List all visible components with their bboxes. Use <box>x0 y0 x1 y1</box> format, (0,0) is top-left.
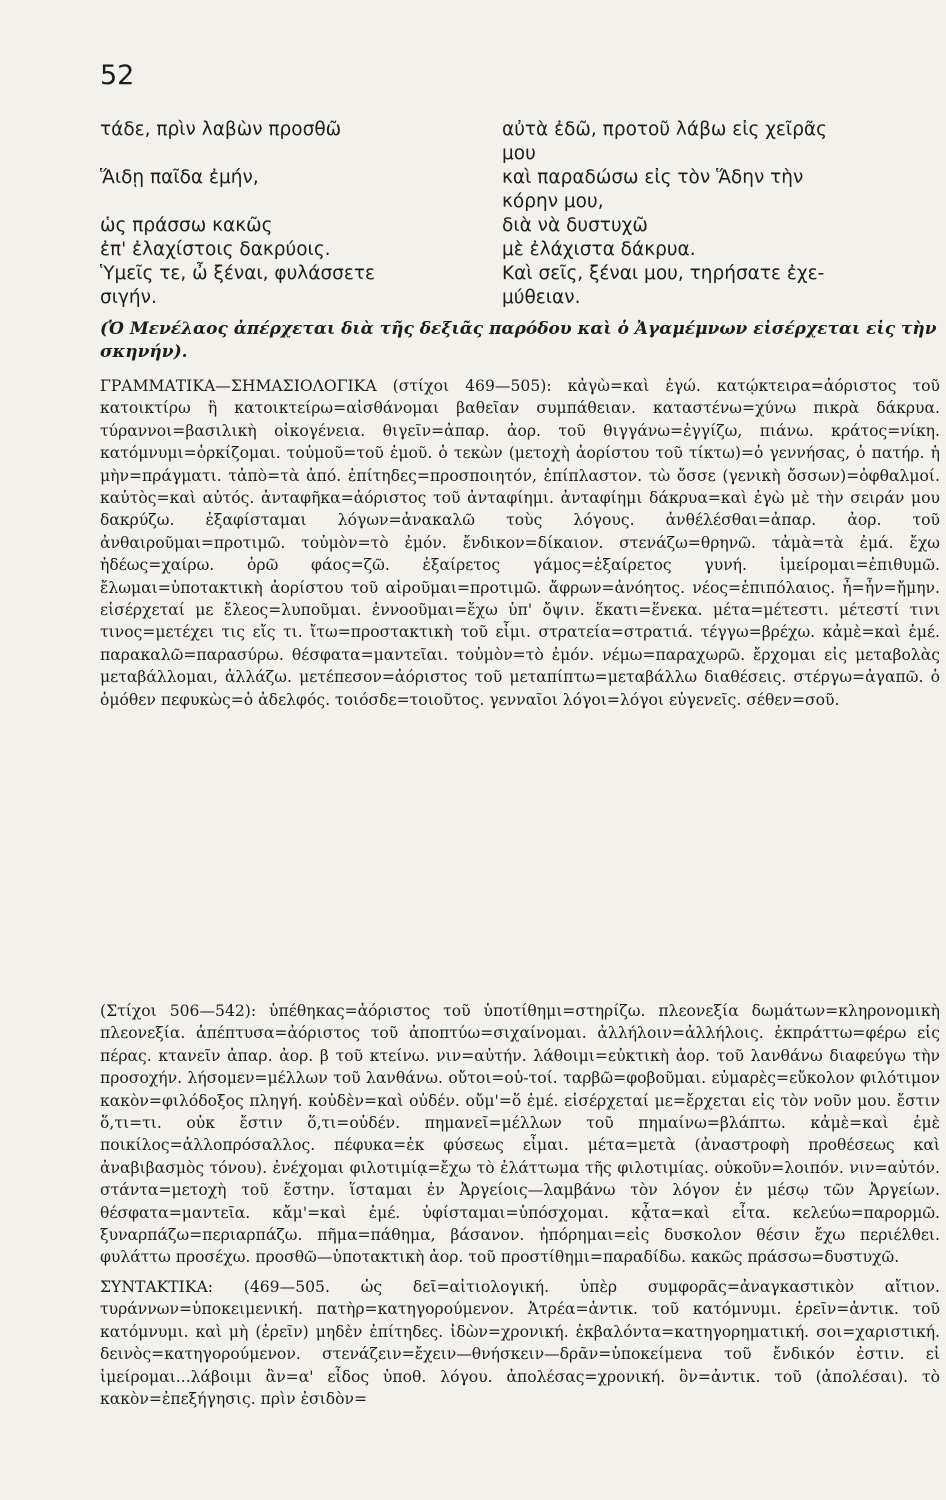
greek-verse-line <box>100 190 502 214</box>
page-number: 52 <box>100 60 135 91</box>
modern-translation-line: καὶ παραδώσω εἰς τὸν Ἅδην τὴν <box>502 167 804 188</box>
verse-row <box>100 166 935 190</box>
verse-row <box>100 238 935 262</box>
greek-verse-line <box>100 142 502 166</box>
verse-row <box>100 190 935 214</box>
modern-translation-line: διὰ νὰ δυστυχῶ <box>502 215 648 236</box>
stage-direction: (Ὁ Μενέλαος ἀπέρχεται διὰ τῆς δεξιᾶς παρόδου καὶ ὁ Ἀγαμέμνων εἰσέρχεται εἰς τὴν σκηνήν). <box>100 319 937 362</box>
syntax-section <box>100 1276 940 1410</box>
verse-row <box>100 118 935 142</box>
greek-verse-line: Ὑμεῖς τε, ὦ ξέναι, φυλάσσετε <box>100 263 376 284</box>
greek-verse-line: τάδε, πρὶν λαβὼν προσθῶ <box>100 119 342 140</box>
greek-verse-line: Ἅιδῃ παῖδα ἐμήν, <box>100 167 259 188</box>
verses-paragraph: (Στίχοι 506—542): ὑπέθηκας=ἀόριστος τοῦ ὑποτίθημι=στηρίζω. πλεονεξία δωμάτων=κληρονομικὴ πλεονεξία. ἀπέπτυσα=ἀόριστος τοῦ ἀποπτύω=σιχαίνομαι. ἀλλήλοιν=ἀλλήλοις. ἐκπράττω=φέρω εἰς πέρας. κτανεῖν ἀπαρ. ἀορ. β τοῦ κτείνω. νιν=αὐτήν. λάθοιμι=εὐκτικὴ ἀορ. τοῦ λανθάνω διαφεύγω τὴν προσοχήν. λήσομεν=μέλλων τοῦ λανθάνω. οὔτοι=οὐ-τοί. ταρβῶ=φοβοῦμαι. εὐμαρὲς=εὔκολον φιλότιμον κακὸν=φιλόδοξος πληγή. κοὐδὲν=καὶ οὐδέν. οὔμ'=ὅ ἐμέ. εἰσέρχεταί με=ἔρχεται εἰς τὸν νοῦν μου. ἔστιν ὅ,τι=τι. οὐκ ἔστιν ὅ,τι=οὐδέν. πημανεῖ=μέλλων τοῦ πημαίνω=βλάπτω. κἀμὲ=καὶ ἐμὲ ποικίλος=ἀλλοπρόσαλλος. πέφυκα=ἐκ φύσεως εἶμαι. μέτα=μετὰ (ἀναστροφὴ προθέσεως καὶ ἀναβιβασμὸς τόνου). ἐνέχομαι φιλοτιμίᾳ=ἔχω τὸ ἐλάττωμα τῆς φιλοτιμίας. οὐκοῦν=λοιπόν. νιν=αὐτόν. στάντα=μετοχὴ τοῦ ἔστην. ἵσταμαι ἐν Ἀργείοις—λαμβάνω τὸν λόγον ἐν μέσῳ τῶν Ἀργείων. θέσφατα=μαντεῖα. κἄμ'=καὶ ἐμέ. ὑφίσταμαι=ὑπόσχομαι. κᾆτα=καὶ εἶτα. κελεύω=παρορμῶ. ξυναρπάζω=περιαρπάζω. πῆμα=πάθημα, βάσανον. ἠπόρημαι=εἰς δυσκολον θέσιν ἔχω περιέλθει. φυλάττω προσέχω. προσθῶ—ὑποτακτικὴ ἀορ. τοῦ προστίθημι=παραδίδω. κακῶς πράσσω=δυστυχῶ. <box>100 1002 940 1267</box>
modern-translation-line: αὐτὰ ἐδῶ, προτοῦ λάβω εἰς χεῖρᾶς <box>502 119 827 140</box>
modern-translation-line: μὲ ἐλάχιστα δάκρυα. <box>502 239 696 260</box>
verses-section <box>100 1000 940 1269</box>
modern-translation-line: μύθειαν. <box>502 287 581 308</box>
greek-verse-line: σιγήν. <box>100 287 157 308</box>
verse-row <box>100 142 935 166</box>
grammar-paragraph: ΓΡΑΜΜΑΤΙΚΑ—ΣΗΜΑΣΙΟΛΟΓΙΚΑ (στίχοι 469—505): κἀγὼ=καὶ ἐγώ. κατῴκτειρα=ἀόριστος τοῦ κατοικτίρω ἢ κατοικτείρω=αἰσθάνομαι βαθεῖαν συμπάθειαν. καταστένω=χύνω πικρὰ δάκρυα. τύραννοι=βασιλικὴ οἰκογένεια. θιγεῖν=ἀπαρ. ἀορ. τοῦ θιγγάνω=ἐγγίζω, πιάνω. κράτος=νίκη. κατόμνυμι=ὁρκίζομαι. τοὐμοῦ=τοῦ ἐμοῦ. ὁ τεκὼν (μετοχὴ ἀορίστου τοῦ τίκτω)=ὁ γεννήσας, ὁ πατήρ. ἡ μὴν=πράγματι. τἀπὸ=τὰ ἀπό. ἐπίτηδες=προσποιητόν, ἐπίπλαστον. τὼ ὄσσε (γενικὴ ὄσσων)=ὀφθαλμοί. καὐτὸς=καὶ αὐτός. ἀνταφῆκα=ἀόριστος τοῦ ἀνταφίημι. ἀνταφίημι δάκρυα=καὶ ἐγὼ μὲ τὴν σειράν μου δακρύζω. ἐξαφίσταμαι λόγων=ἀνακαλῶ τοὺς λόγους. ἀνθέλέσθαι=ἀπαρ. ἀορ. τοῦ ἀνθαιροῦμαι=προτιμῶ. τοὐμὸν=τὸ ἐμόν. ἔνδικον=δίκαιον. στενάζω=θρηνῶ. τἀμὰ=τὰ ἐμά. ἔχω ἡδέως=χαίρω. ὁρῶ φάος=ζῶ. ἐξαίρετος γάμος=ἐξαίρετος γυνή. ἱμείρομαι=ἐπιθυμῶ. ἔλωμαι=ὑποτακτικὴ ἀορίστου τοῦ αἱροῦμαι=προτιμῶ. ἄφρων=ἀνόητος. νέος=ἐπιπόλαιος. ἦ=ἦν=ἤμην. εἰσέρχεταί με ἔλεος=λυποῦμαι. ἐννοοῦμαι=ἔχω ὑπ' ὄψιν. ἕκατι=ἕνεκα. μέτα=μέτεστι. μέτεστί τινι τινος=μετέχει τις εἴς τι. ἴτω=προστακτικὴ τοῦ εἶμι. στρατεία=στρατιά. τέγγω=βρέχω. κἀμὲ=καὶ ἐμέ. παρακαλῶ=παρασύρω. θέσφατα=μαντεῖαι. τοὐμὸν=τὸ ἐμόν. νέμω=παραχωρῶ. ἔρχομαι εἰς μεταβολὰς μεταβάλλομαι, ἀλλάζω. μετέπεσον=ἀόριστος τοῦ μεταπίπτω=μεταβάλλω διαθέσεις. στέργω=ἀγαπῶ. ὁ ὁμόθεν πεφυκὼς=ὁ ἀδελφός. τοιόσδε=τοιοῦτος. γενναῖοι λόγοι=λόγοι εὐγενεῖς. σέθεν=σοῦ. <box>100 377 940 709</box>
verse-translation-block <box>100 118 935 310</box>
modern-translation-line: μου <box>502 143 536 164</box>
grammar-section <box>100 375 940 711</box>
syntax-paragraph: ΣΥΝΤΑΚΤΙΚΑ: (469—505. ὡς δεῖ=αἰτιολογική. ὑπὲρ συμφορᾶς=ἀναγκαστικὸν αἴτιον. τυράννων=ὑποκειμενική. πατὴρ=κατηγορούμενον. Ἀτρέα=ἀντικ. τοῦ κατόμνυμι. ἐρεῖν=ἀντικ. τοῦ κατόμνυμι. καὶ μὴ (ἐρεῖν) μηδὲν ἐπίτηδες. ἰδὼν=χρονική. ἐκβαλόντα=κατηγορηματική. σοι=χαριστική. δεινὸς=κατηγορούμενον. στενάζειν=ἔχειν—θνήσκειν—δρᾶν=ὑποκείμενα τοῦ ἔνδικόν ἐστιν. εἰ ἱμείρομαι...λάβοιμι ἂν=α' εἶδος ὑποθ. λόγου. ἀπολέσας=χρονική. ὃν=ἀντικ. τοῦ (ἀπολέσαι). τὸ κακὸν=ἐπεξήγησις. πρὶν ἐσιδὸν= <box>100 1278 940 1409</box>
modern-translation-line: Καὶ σεῖς, ξέναι μου, τηρήσατε ἐχε- <box>502 263 825 284</box>
verse-row <box>100 214 935 238</box>
verse-row <box>100 286 935 310</box>
greek-verse-line: ὡς πράσσω κακῶς <box>100 215 273 236</box>
verse-row <box>100 262 935 286</box>
greek-verse-line: ἐπ' ἐλαχίστοις δακρύοις. <box>100 239 331 260</box>
modern-translation-line: κόρην μου, <box>502 191 604 212</box>
